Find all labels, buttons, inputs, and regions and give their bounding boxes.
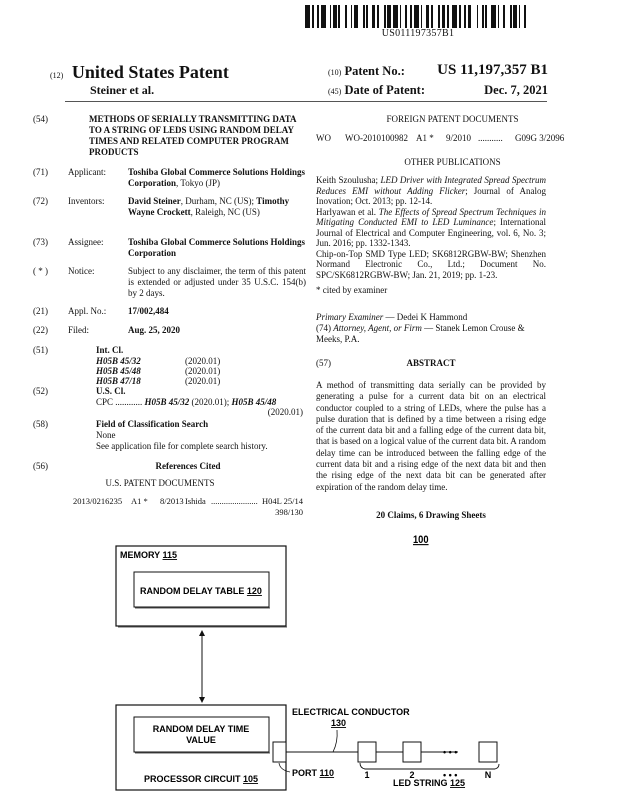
led-1-box — [358, 742, 376, 762]
pub-title: The Effects of Spread Spectrum Techniques in Mitigating Conducted EMI to LED Luminance — [316, 206, 547, 227]
barcode-bar — [526, 5, 531, 28]
random-delay-value-label-2: VALUE — [186, 735, 216, 745]
pub-author: Keith Szoulusha; — [316, 175, 381, 185]
led-ellipsis-bottom: • • • — [443, 770, 458, 780]
us-patent-docs-heading: U.S. PATENT DOCUMENTS — [105, 478, 215, 488]
field-label: Assignee: — [68, 237, 104, 247]
filed-value: Aug. 25, 2020 — [128, 325, 181, 335]
publication — [316, 175, 546, 207]
field-code: (73) — [33, 237, 48, 247]
field-label: Field of Classification Search — [96, 419, 209, 429]
int-cl-class: H05B 45/48 — [96, 366, 141, 376]
int-cl-class: H05B 45/32 — [96, 356, 141, 366]
conductor-leader — [333, 730, 337, 752]
abstract-text: A method of transmitting data serially can be provided by generating a pulse for a current data bit on an electrical conductor coupled to a string of LEDs, where the pulse has a pulse duration that is defined by a time between a rising edge of the current data bit and a falling edge of the current data bit, that is based on a logical value of the current data bit. A random delay time can be introduced between the falling edge of the current data bit and a rising edge of the next data bit and then the rising edge of the next data bit can be generated after expiration of the random delay time. — [316, 380, 546, 492]
appl-no-value: 17/002,484 — [128, 306, 169, 316]
abstract-heading: ABSTRACT — [406, 358, 456, 368]
field-label: Notice: — [68, 266, 95, 276]
field-code: (54) — [33, 114, 48, 124]
pub-details: ; Journal of Analog Inovation; Oct. 2013; pp. 12-14. — [316, 185, 546, 206]
cpc-class: H05B 45/32 — [144, 397, 190, 407]
conductor-ref: 130 — [331, 718, 347, 728]
processor-circuit-label: PROCESSOR CIRCUIT 105 — [143, 774, 259, 784]
led-n-box — [479, 742, 497, 762]
publication — [316, 249, 546, 281]
patent-number: US 11,197,357 B1 — [437, 62, 548, 78]
int-cl-version: (2020.01) — [185, 376, 221, 386]
leader-dots: ........... — [478, 133, 503, 143]
cpc-version: (2020.01) — [267, 407, 303, 417]
pub-author: Harlyawan et al. — [316, 206, 379, 217]
field-label: Filed: — [68, 325, 90, 335]
cpc-label: CPC — [96, 397, 114, 407]
field-code: (57) — [316, 358, 331, 368]
barcode-number: US011197357B1 — [381, 28, 455, 39]
field-code: (21) — [33, 306, 48, 316]
foreign-docs-heading: FOREIGN PATENT DOCUMENTS — [386, 114, 519, 124]
field-label: U.S. Cl. — [96, 386, 126, 396]
random-delay-value-label: RANDOM DELAY TIME — [152, 724, 250, 734]
field-code: (22) — [33, 325, 48, 335]
foreign-class: G09G 3/2096 — [515, 133, 565, 143]
field-label: Int. Cl. — [96, 345, 124, 355]
header-rule — [65, 101, 547, 102]
random-delay-table-label: RANDOM DELAY TABLE 120 — [140, 586, 262, 596]
examiner-name: — Dedei K Hammond — [383, 312, 468, 322]
barcode — [305, 5, 531, 28]
field-code: (72) — [33, 196, 48, 206]
leader-dots: ...................... — [211, 496, 258, 506]
cpc-version: (2020.01); — [191, 397, 230, 407]
field-code: (56) — [33, 461, 48, 471]
led-string-brace — [360, 763, 499, 769]
field-code: (52) — [33, 386, 48, 396]
field-code: ( * ) — [33, 266, 48, 276]
led-2-label: 2 — [409, 770, 415, 780]
int-cl-class: H05B 47/18 — [96, 376, 141, 386]
cited-note: * cited by examiner — [316, 285, 388, 295]
pub-details: Chip-on-Top SMD Type LED; SK6812RGBW-BW; Shenzhen Normand Electronic Co., Ltd.; Document No. SPC/SK6812RGBW-BW; Jan. 21, 2019; pp. 1-23. — [316, 248, 546, 280]
pub-details: ; International Journal of Electrical and Computer Engineering, vol. 6, No. 3; Jun. 2016; pp. 1332-1343. — [316, 217, 547, 248]
led-ellipsis-top: • • • — [443, 747, 458, 757]
figure-ref: 100 — [413, 534, 429, 547]
inventor-short: Steiner et al. — [90, 83, 155, 97]
field-search-note-text: See application file for complete search history. — [96, 441, 268, 451]
applicant-location: , Tokyo (JP) — [176, 178, 220, 188]
attorney-line — [316, 323, 546, 344]
field-code: (58) — [33, 419, 48, 429]
publication — [316, 207, 546, 249]
claims-summary: 20 Claims, 6 Drawing Sheets — [376, 510, 486, 520]
patent-no-code: (10) — [328, 68, 342, 77]
ref-class: 398/130 — [275, 507, 303, 517]
assignee-name: Toshiba Global Commerce Solutions Holdings Corporation — [128, 237, 306, 258]
ref-kind: A1 * — [131, 496, 148, 506]
arrow-down-icon — [199, 697, 205, 703]
port-label: PORT 110 — [292, 768, 335, 778]
inventor-location: , Raleigh, NC (US) — [190, 207, 260, 217]
date-label: Date of Patent: — [344, 83, 425, 97]
notice-text: Subject to any disclaimer, the term of this patent is extended or adjusted under 35 U.S.C. 154(b) by 2 days. — [128, 266, 306, 298]
date-row — [328, 83, 548, 98]
foreign-number: WO-2010100982 — [345, 133, 408, 143]
field-code: (74) — [316, 323, 331, 333]
led-n-label: N — [484, 770, 492, 780]
leader-dots: ............ — [115, 397, 143, 407]
ref-class: H04L 25/14 — [261, 496, 303, 506]
doc-code: (12) — [50, 71, 64, 80]
int-cl-version: (2020.01) — [185, 366, 221, 376]
int-cl-version: (2020.01) — [185, 356, 221, 366]
field-label: Applicant: — [68, 167, 106, 177]
ref-inventor: Ishida — [185, 496, 206, 506]
field-code: (51) — [33, 345, 48, 355]
attorney-label: Attorney, Agent, or Firm — [333, 323, 422, 333]
memory-label: MEMORY 115 — [120, 550, 178, 560]
cpc-class: H05B 45/48 — [231, 397, 277, 407]
attorney-name: — Stanek Lemon Crouse & Meeks, P.A. — [316, 323, 525, 344]
conductor-label: ELECTRICAL CONDUCTOR — [292, 707, 410, 717]
ref-number: 2013/0216235 — [73, 496, 123, 506]
foreign-kind: A1 * — [416, 133, 434, 143]
examiner-label: Primary Examiner — [316, 312, 384, 322]
field-label: Inventors: — [68, 196, 105, 206]
pub-title: LED Driver with Integrated Spread Spectrum Reduces EMI without Adding Flicker — [316, 175, 546, 196]
foreign-country: WO — [316, 133, 331, 143]
date-code: (45) — [328, 87, 342, 96]
inventor-location: , Durham, NC (US); — [180, 196, 254, 206]
field-label: Appl. No.: — [68, 306, 107, 316]
figure-diagram — [0, 520, 619, 791]
title-field — [33, 114, 303, 162]
publications-list — [316, 175, 546, 280]
foreign-date: 9/2010 — [446, 133, 472, 143]
other-publications-heading: OTHER PUBLICATIONS — [404, 157, 501, 167]
patent-no-label: Patent No.: — [344, 64, 405, 78]
invention-title: METHODS OF SERIALLY TRANSMITTING DATA TO A STRING OF LEDS USING RANDOM DELAY TIMES AND RELATED COMPUTER PROGRAM PRODUCTS — [89, 114, 297, 157]
ref-date: 8/2013 — [160, 496, 184, 506]
applicant-name: Toshiba Global Commerce Solutions Holdings Corporation — [128, 167, 306, 188]
inventor-name: Timothy Wayne Crockett — [128, 196, 290, 217]
references-heading: References Cited — [155, 461, 221, 471]
led-string-label: LED STRING 125 — [392, 778, 466, 788]
patent-heading — [50, 62, 229, 83]
field-search-value: None — [96, 430, 116, 440]
field-code: (71) — [33, 167, 48, 177]
led-2-box — [403, 742, 421, 762]
patent-number-row — [328, 64, 548, 79]
inventor-name: David Steiner — [128, 196, 181, 206]
patent-title-heading: United States Patent — [71, 62, 229, 82]
arrow-up-icon — [199, 630, 205, 636]
patent-date: Dec. 7, 2021 — [484, 83, 548, 97]
examiner-line — [316, 312, 546, 323]
led-1-label: 1 — [364, 770, 370, 780]
port-box — [273, 742, 286, 762]
